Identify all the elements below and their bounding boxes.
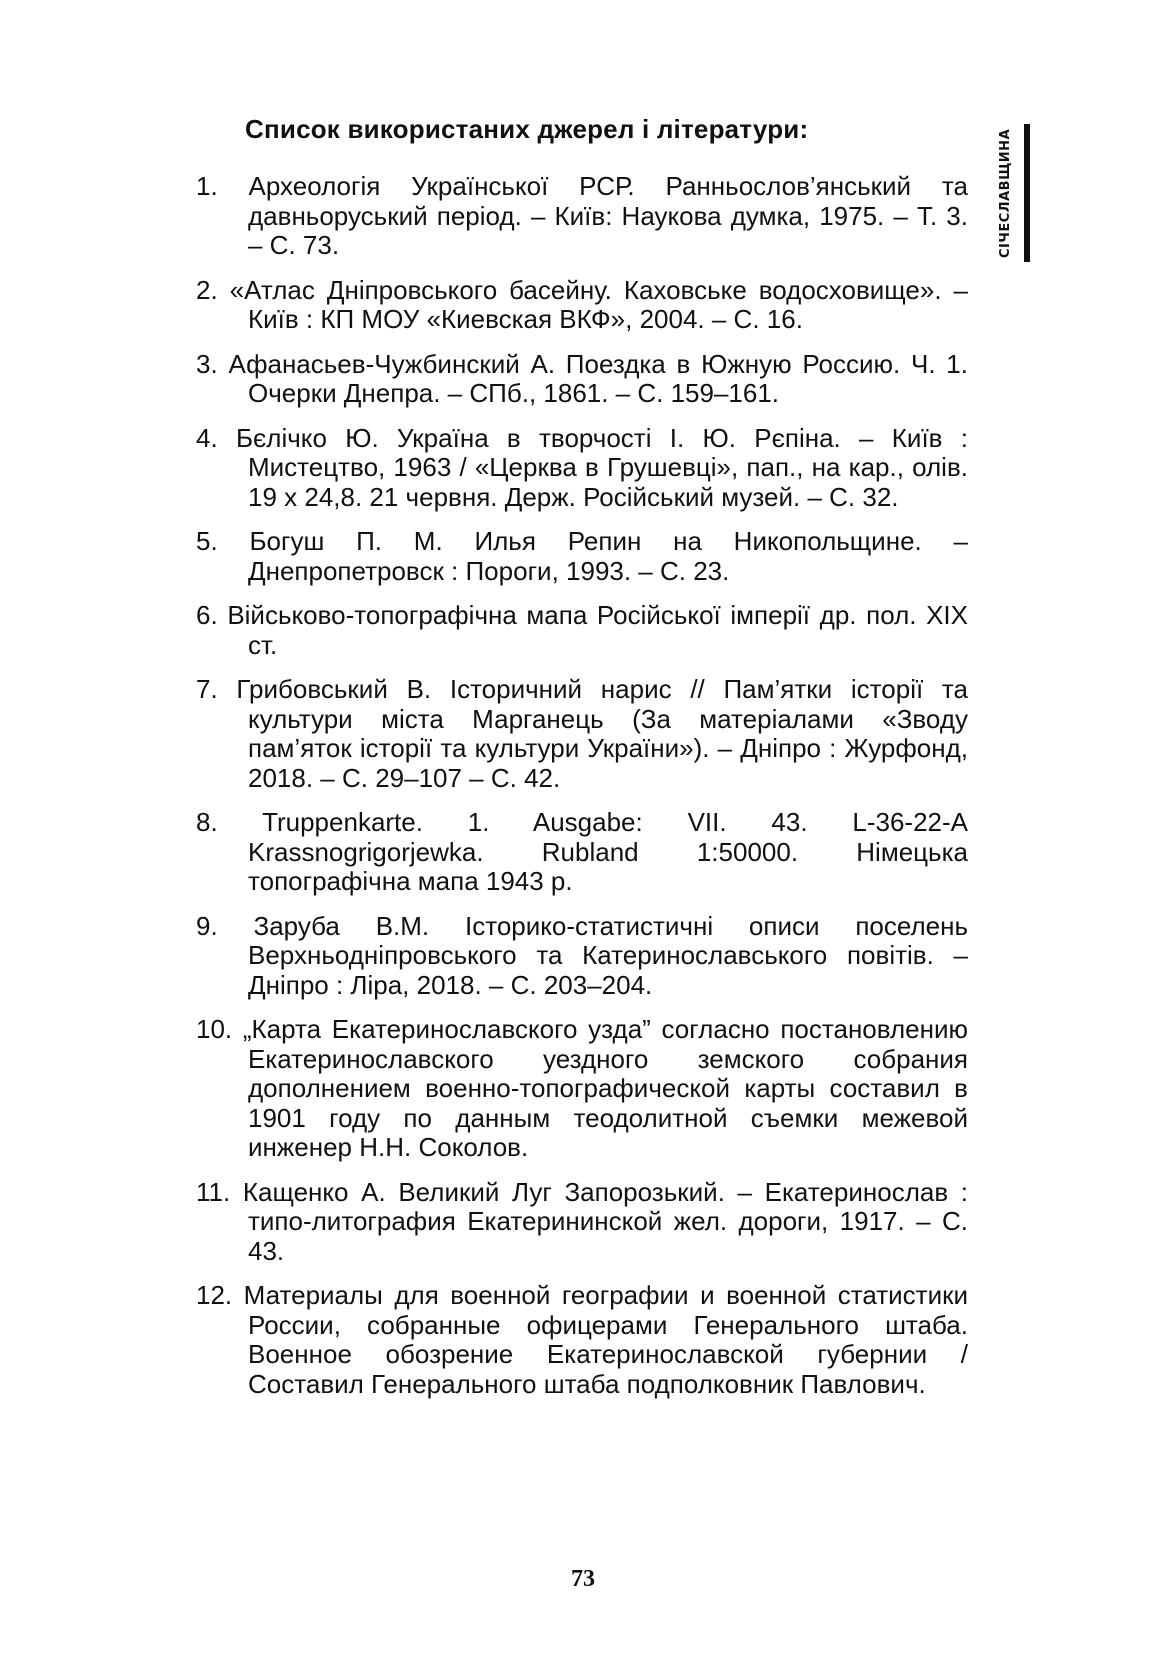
reference-item: [196, 601, 968, 660]
reference-item: [196, 424, 968, 513]
reference-text: Материалы для военной географии и военной статистики России, собранные офицерами Генерального штаба. Военное обозрение Екатеринославской губернии / Составил Генерального штаба подполковник Павлович.: [243, 1280, 968, 1399]
reference-number: 9.: [196, 910, 218, 941]
reference-text: Афанасьев-Чужбинский А. Поездка в Южную Россию. Ч. 1. Очерки Днепра. – СПб., 1861. – С. 159–161.: [228, 348, 968, 408]
reference-list: [196, 172, 968, 1414]
reference-text: Бєлічко Ю. Україна в творчості І. Ю. Рєпіна. – Київ : Мистецтво, 1963 / «Церква в Грушевці», пап., на кар., олів. 19 х 24,8. 21 червня. Держ. Російський музей. – С. 32.: [235, 422, 968, 512]
reference-number: 2.: [196, 274, 218, 305]
reference-number: 6.: [196, 600, 218, 630]
series-side-mark: [996, 124, 1036, 258]
side-mark-bar: [1024, 124, 1030, 262]
reference-number: 5.: [196, 526, 218, 556]
reference-item: [196, 912, 968, 1001]
reference-number: 12.: [196, 1280, 233, 1310]
reference-text: «Атлас Дніпровського басейну. Каховське водосховище». – Київ : КП МОУ «Киевская ВКФ», 2004. – С. 16.: [229, 274, 968, 334]
reference-item: [196, 172, 968, 261]
reference-number: 3.: [196, 348, 218, 379]
reference-item: [196, 808, 968, 897]
reference-item: [196, 350, 968, 409]
reference-text: Грибовський В. Історичний нарис // Пам’ятки історії та культури міста Марганець (За матеріалами «Зводу пам’яток історії та культури України»). – Дніпро : Журфонд, 2018. – С. 29–107 – С. 42.: [236, 674, 968, 793]
reference-item: [196, 1281, 968, 1399]
reference-number: 7.: [196, 674, 218, 704]
reference-number: 11.: [196, 1176, 231, 1207]
page-number: 73: [571, 1566, 595, 1592]
side-mark-label: СІЧЕСЛАВЩИНА: [998, 128, 1013, 258]
reference-text: Truppenkarte. 1. Ausgabe: VII. 43. L-36-22-A Krassnogrigorjewka. Rubland 1:50000. Німецька топографічна мапа 1943 р.: [248, 807, 969, 896]
reference-text: Археологія Української РСР. Ранньослов’янський та давньоруський період. – Київ: Наукова думка, 1975. – Т. 3. – С. 73.: [248, 171, 968, 260]
reference-number: 1.: [196, 171, 218, 201]
reference-item: [196, 1178, 968, 1267]
reference-heading: Список використаних джерел і літератури:: [245, 114, 809, 144]
reference-text: Кащенко А. Великий Луг Запорозький. – Екатеринослав : типо-литография Екатерининской жел. дороги, 1917. – С. 43.: [242, 1176, 968, 1266]
reference-text: Богуш П. М. Илья Репин на Никопольщине. – Днепропетровск : Пороги, 1993. – С. 23.: [248, 526, 968, 586]
reference-item: [196, 1015, 968, 1163]
reference-number: 4.: [196, 422, 218, 453]
reference-number: 8.: [196, 807, 218, 837]
reference-text: „Карта Екатеринославского узда” согласно постановлению Екатеринославского уездного земского собрания дополнением военно-топографической карты составил в 1901 году по данным теодолитной съемки межевой инженер Н.Н. Соколов.: [242, 1014, 968, 1162]
reference-text: Заруба В.М. Історико-статистичні описи поселень Верхньодніпровського та Катеринославського повітів. – Дніпро : Ліра, 2018. – С. 203–204.: [248, 910, 968, 1000]
reference-text: Військово-топографічна мапа Російської імперії др. пол. XIX ст.: [227, 600, 968, 660]
reference-item: [196, 527, 968, 586]
reference-number: 10.: [196, 1014, 233, 1044]
reference-item: [196, 675, 968, 793]
reference-item: [196, 276, 968, 335]
